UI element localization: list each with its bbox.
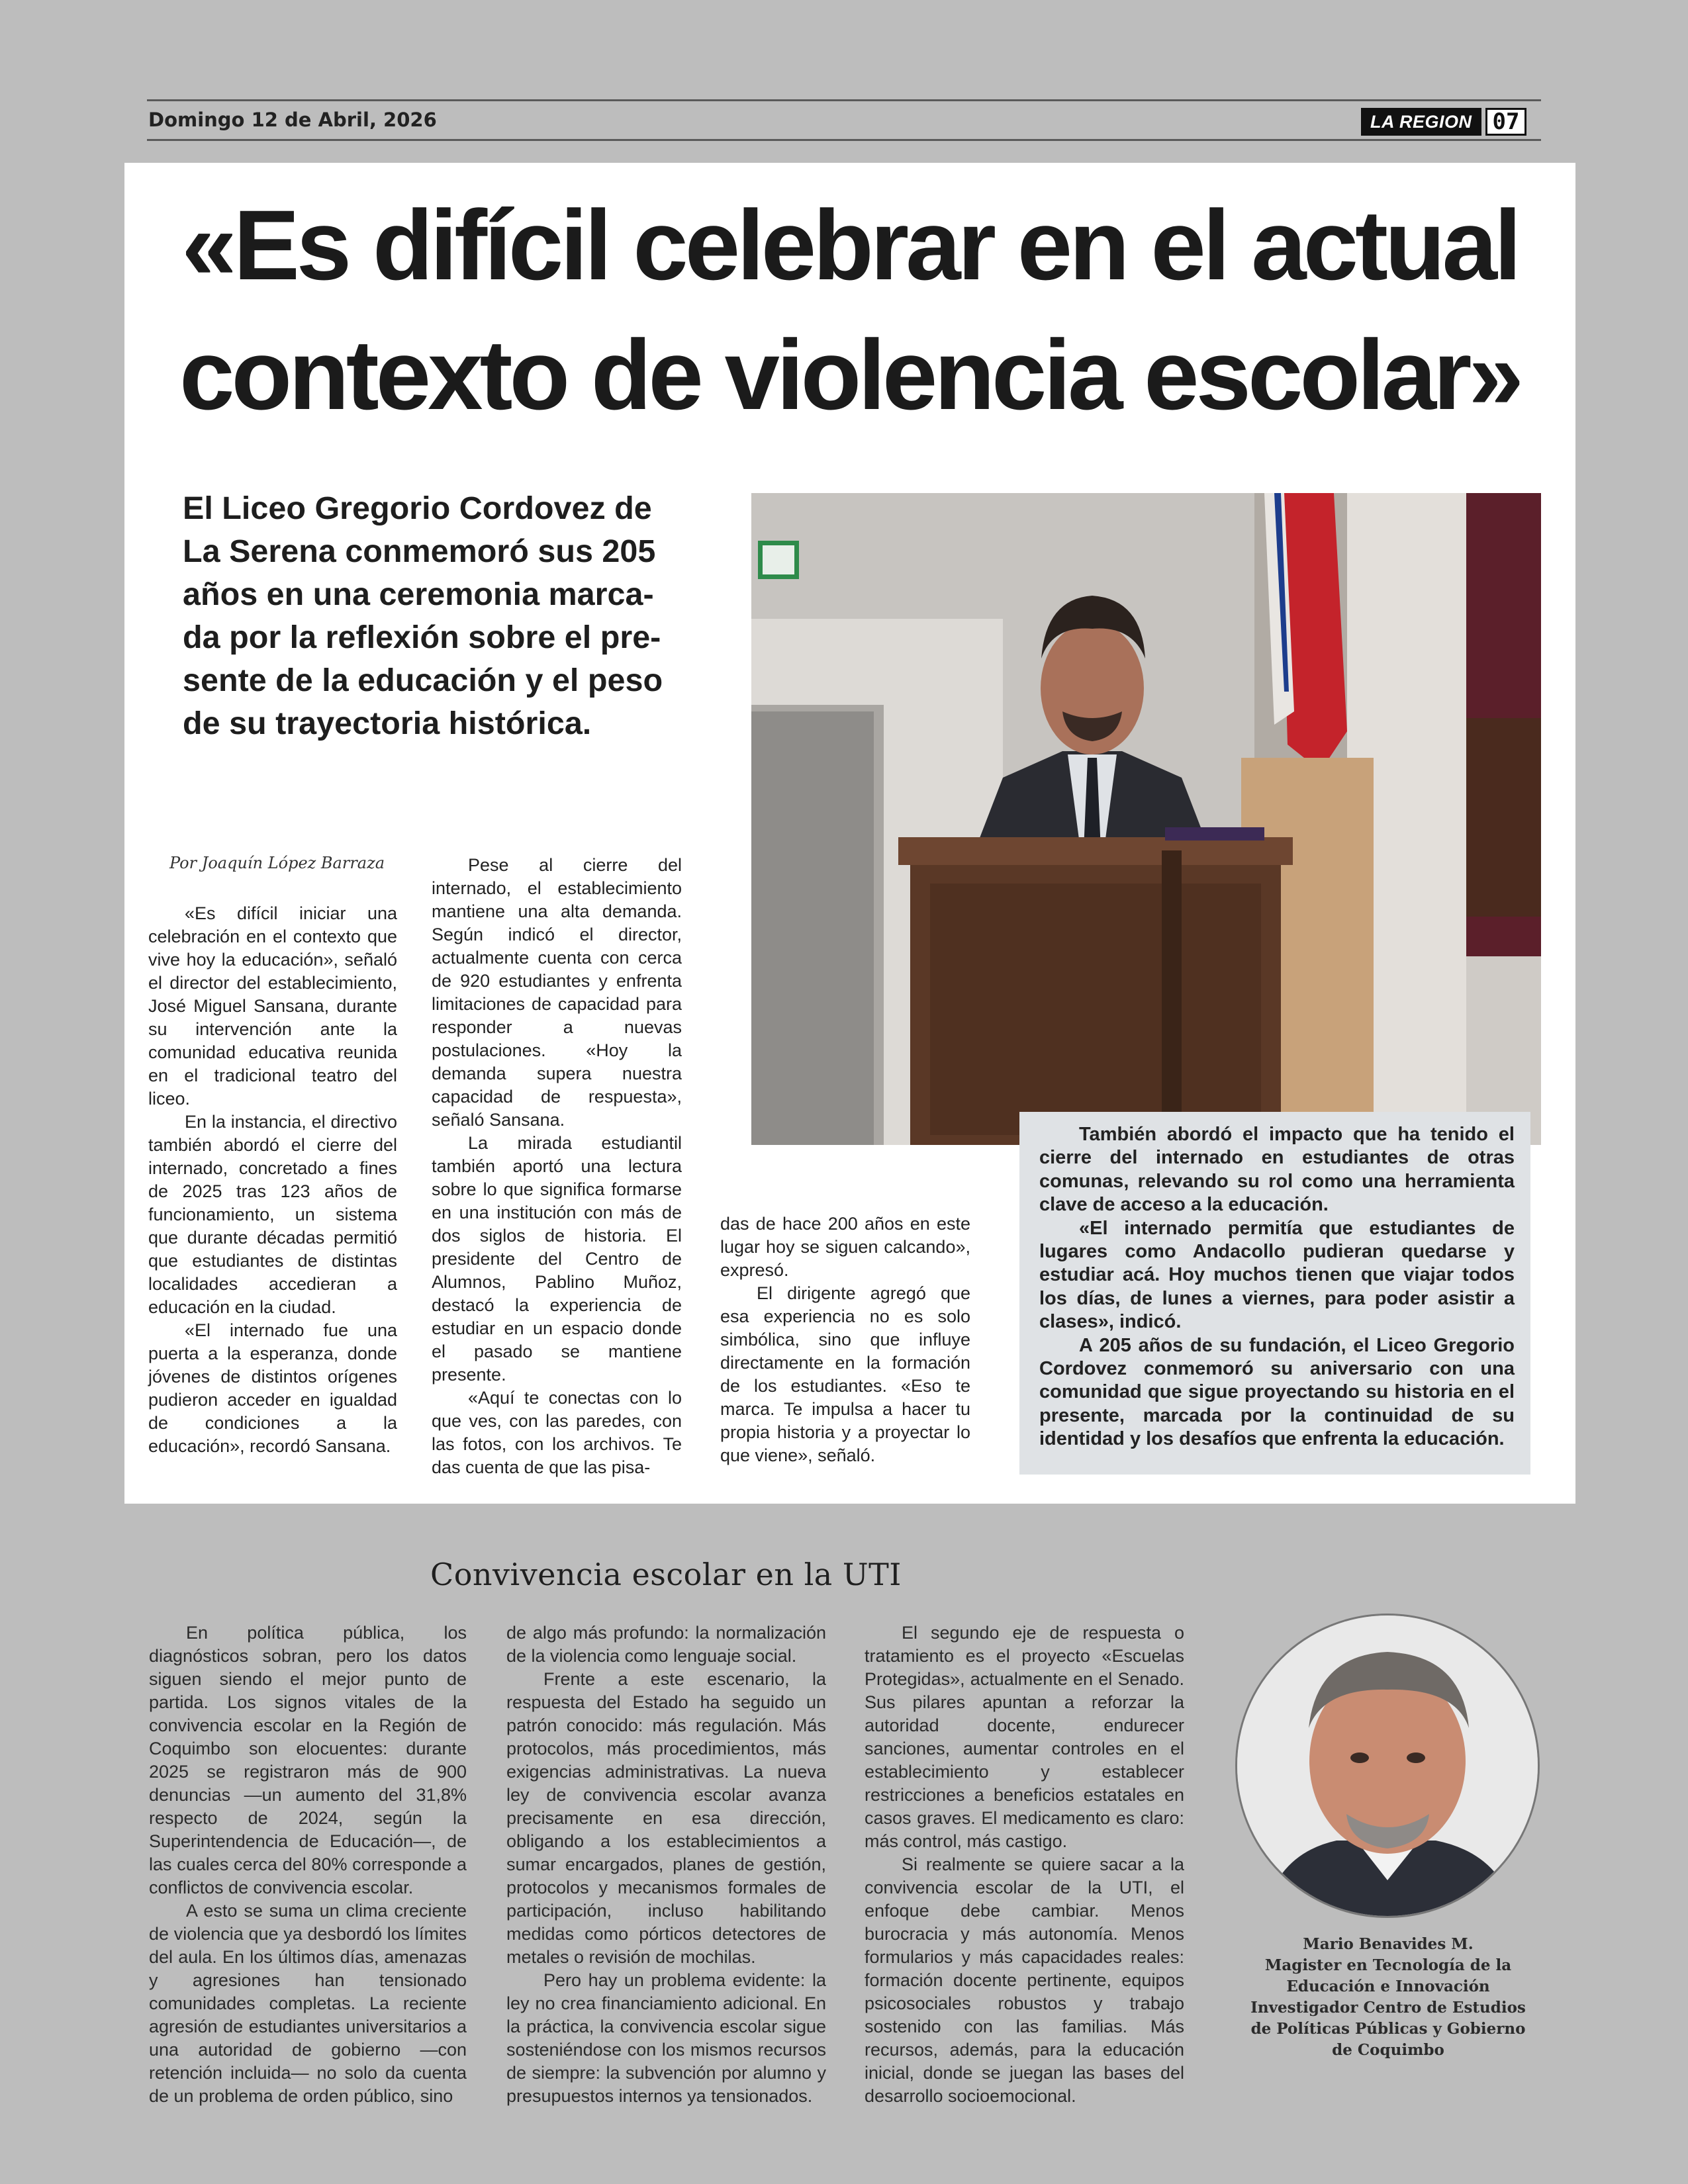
paragraph: En política pública, los diagnósticos sobran, pero los datos siguen siendo el mejor punto de partida. Los signos vitales de la convivencia escolar en la Región de Coquimbo son elocuentes: durante 2025 se registraron más de 900 denuncias —un aumento del 31,8% respecto de 2024, según la Superintendencia de Educación—, de las cuales cerca del 80% corresponde a conflictos de convivencia escolar.: [149, 1623, 467, 1897]
paragraph: A esto se suma un clima creciente de violencia que ya desbordó los límites del aula. En los últimos días, amenazas y agresiones han tensionado comunidades completas. La reciente agresión de estudiantes universitarios a una autoridad de gobierno —con retención incluida— no solo da cuenta de un problema de orden público, sino: [149, 1901, 467, 2106]
lede-line: da por la reflexión sobre el pre-: [183, 619, 661, 655]
author-caption: [1231, 1934, 1545, 2061]
ceremony-photo: [751, 493, 1541, 1145]
lede-line: años en una ceremonia marca-: [183, 576, 654, 612]
paragraph: Pese al cierre del internado, el establecimiento mantiene una alta demanda. Según indicó el director, actualmente cuenta con cerca de 920 estudiantes y enfrenta limitaciones de capacidad para responder a nuevas postulaciones. «Hoy la demanda supera nuestra capacidad de respuesta», señaló Sansana.: [432, 855, 682, 1130]
page-number: 07: [1485, 108, 1527, 136]
issue-date: Domingo 12 de Abril, 2026: [148, 109, 437, 131]
paragraph: Pero hay un problema evidente: la ley no crea financiamiento adicional. En la práctica, la convivencia escolar sigue sosteniéndose con los mismos recursos de siempre: la subvención por alumno y presupuestos internos ya tensionados.: [506, 1970, 826, 2106]
caption-line: Magister en Tecnología de la: [1264, 1956, 1512, 1974]
author-face-illustration: [1237, 1615, 1538, 1916]
paragraph: En la instancia, el directivo también abordó el cierre del internado, concretado a fines de 2025 tras 123 años de funcionamiento, un sistema que durante décadas permitió que estudiantes de distintas localidades accedieran a educación en la ciudad.: [148, 1112, 397, 1317]
paragraph: El segundo eje de respuesta o tratamiento es el proyecto «Escuelas Protegidas», actualmente en el Senado. Sus pilares apuntan a reforzar la autoridad docente, endurecer sanciones, aumentar controles en el establecimiento y establecer restricciones a beneficios estatales en casos graves. El medicamento es claro: más control, más castigo.: [865, 1623, 1184, 1851]
headline-line-2: contexto de violencia escolar»: [179, 319, 1521, 430]
headline-line-1: «Es difícil celebrar en el actual: [181, 189, 1519, 300]
paragraph: de algo más profundo: la normalización de la violencia como lenguaje social.: [506, 1623, 826, 1666]
opinion-column-3: [865, 1621, 1184, 2108]
author-portrait: [1235, 1614, 1540, 1918]
article-column-2: [432, 854, 682, 1479]
paragraph: A 205 años de su fundación, el Liceo Gregorio Cordovez conmemoró su aniversario con una comunidad que sigue proyectando su historia en el presente, marcada por la continuidad de su identidad y los desafíos que enfrenta la educación.: [1039, 1334, 1515, 1450]
paragraph: La mirada estudiantil también aportó una lectura sobre lo que significa formarse en una institución con más de dos siglos de historia. El presidente del Centro de Alumnos, Pablino Muñoz, destacó la experiencia de estudiar en un espacio donde el pasado se mantiene presente.: [432, 1133, 682, 1385]
opinion-column-1: [149, 1621, 467, 2108]
lede-line: La Serena conmemoró sus 205: [183, 533, 656, 569]
paragraph: Si realmente se quiere sacar a la convivencia escolar de la UTI, el enfoque debe cambiar. Menos burocracia y más autonomía. Menos formularios y más capacidades reales: formación docente pertinente, equipos psicosociales robustos y trabajo sostenido con las familias. Más recursos, además, para la educación inicial, donde se juegan las bases del desarrollo socioemocional.: [865, 1854, 1184, 2106]
speaker-at-podium-illustration: [751, 493, 1541, 1145]
paragraph: Frente a este escenario, la respuesta del Estado ha seguido un patrón conocido: más regulación. Más protocolos, más procedimientos, más exigencias administrativas. La nueva ley de convivencia escolar avanza precisamente en esa dirección, obligando a los establecimientos a sumar encargados, planes de gestión, protocolos y mecanismos formales de participación, incluso habilitando medidas como pórticos detectores de metales o revisión de mochilas.: [506, 1669, 826, 1967]
opinion-column-2: [506, 1621, 826, 2108]
caption-line: Educación e Innovación: [1286, 1978, 1490, 1995]
paragraph: También abordó el impacto que ha tenido el cierre del internado en estudiantes de otras comunas, relevando su rol como una herramienta clave de acceso a la educación.: [1039, 1124, 1515, 1216]
caption-line: Mario Benavides M.: [1303, 1935, 1474, 1953]
masthead-brand: [1361, 108, 1526, 136]
masthead-bottom-rule: [147, 139, 1541, 141]
lede-line: sente de la educación y el peso: [183, 662, 663, 698]
article-column-1: [148, 902, 397, 1458]
lede: [183, 487, 673, 745]
opinion-title: Convivencia escolar en la UTI: [430, 1557, 902, 1592]
lede-line: de su trayectoria histórica.: [183, 705, 592, 741]
masthead-top-rule: [147, 99, 1541, 101]
headline: [124, 180, 1575, 439]
caption-line: de Coquimbo: [1332, 2041, 1444, 2059]
byline: Por Joaquín López Barraza: [169, 854, 385, 872]
caption-line: de Políticas Públicas y Gobierno: [1250, 2020, 1526, 2038]
paragraph: das de hace 200 años en este lugar hoy se siguen calcando», expresó.: [720, 1214, 970, 1280]
callout-text: [1039, 1123, 1515, 1451]
paragraph: «El internado fue una puerta a la esperanza, donde jóvenes de distintos orígenes pudieron acceder en igualdad de condiciones a la educación», recordó Sansana.: [148, 1320, 397, 1456]
paragraph: El dirigente agregó que esa experiencia no es solo simbólica, sino que influye directamente en la formación de los estudiantes. «Eso te marca. Te impulsa a hacer tu propia historia y a proyectar lo que viene», señaló.: [720, 1283, 970, 1465]
paragraph: «El internado permitía que estudiantes de lugares como Andacollo pudieran quedarse y estudiar acá. Hoy muchos tienen que viajar todos los días, de lunes a viernes, para poder asistir a clases», indicó.: [1039, 1217, 1515, 1333]
caption-line: Investigador Centro de Estudios: [1250, 1999, 1526, 2017]
paragraph: «Aquí te conectas con lo que ves, con las paredes, con las fotos, con los archivos. Te das cuenta de que las pisa-: [432, 1388, 682, 1477]
paragraph: «Es difícil iniciar una celebración en el contexto que vive hoy la educación», señaló el director del establecimiento, José Miguel Sansana, durante su intervención ante la comunidad educativa reunida en el tradicional teatro del liceo.: [148, 903, 397, 1109]
article-column-3: [720, 1212, 970, 1467]
lede-line: El Liceo Gregorio Cordovez de: [183, 490, 652, 526]
brand-logo: LA REGION: [1361, 108, 1481, 136]
